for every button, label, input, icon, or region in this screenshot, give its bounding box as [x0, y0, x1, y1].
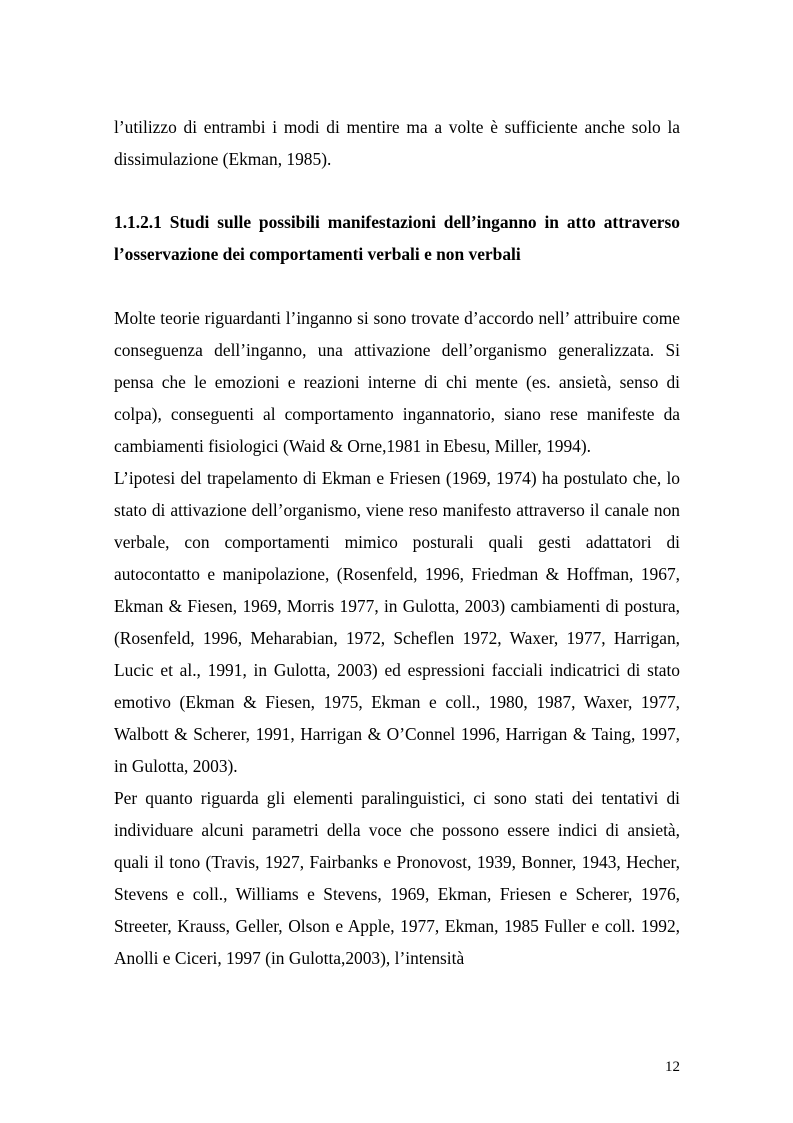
body-paragraph-1: Molte teorie riguardanti l’inganno si sono trovate d’accordo nell’ attribuire come conseguenza dell’inganno, una attivazione dell’organismo generalizzata. Si pensa che le emozioni e reazioni interne di chi mente (es. ansietà, senso di colpa), conseguenti al comportamento ingannatorio, siano rese manifeste da cambiamenti fisiologici (Waid & Orne,1981 in Ebesu, Miller, 1994).: [114, 308, 680, 456]
section-heading: 1.1.2.1 Studi sulle possibili manifestazioni dell’inganno in atto attraverso l’osservazione dei comportamenti verbali e non verbali: [114, 212, 680, 264]
body-paragraph-2: L’ipotesi del trapelamento di Ekman e Friesen (1969, 1974) ha postulato che, lo stato di attivazione dell’organismo, viene reso manifesto attraverso il canale non verbale, con comportamenti mimico posturali quali gesti adattatori di autocontatto e manipolazione, (Rosenfeld, 1996, Friedman & Hoffman, 1967, Ekman & Fiesen, 1969, Morris 1977, in Gulotta, 2003) cambiamenti di postura, (Rosenfeld, 1996, Meharabian, 1972, Scheflen 1972, Waxer, 1977, Harrigan, Lucic et al., 1991, in Gulotta, 2003) ed espressioni facciali indicatrici di stato emotivo (Ekman & Fiesen, 1975, Ekman e coll., 1980, 1987, Waxer, 1977, Walbott & Scherer, 1991, Harrigan & O’Connel 1996, Harrigan & Taing, 1997, in Gulotta, 2003).: [114, 468, 680, 776]
body-text: [114, 302, 680, 974]
intro-paragraph: l’utilizzo di entrambi i modi di mentire ma a volte è sufficiente anche solo la dissimulazione (Ekman, 1985).: [114, 117, 680, 169]
page-number: 12: [665, 1059, 680, 1075]
body-paragraph-3: Per quanto riguarda gli elementi paralinguistici, ci sono stati dei tentativi di individuare alcuni parametri della voce che possono essere indici di ansietà, quali il tono (Travis, 1927, Fairbanks e Pronovost, 1939, Bonner, 1943, Hecher, Stevens e coll., Williams e Stevens, 1969, Ekman, Friesen e Scherer, 1976, Streeter, Krauss, Geller, Olson e Apple, 1977, Ekman, 1985 Fuller e coll. 1992, Anolli e Ciceri, 1997 (in Gulotta,2003), l’intensità: [114, 788, 680, 968]
intro-block: [114, 111, 680, 175]
